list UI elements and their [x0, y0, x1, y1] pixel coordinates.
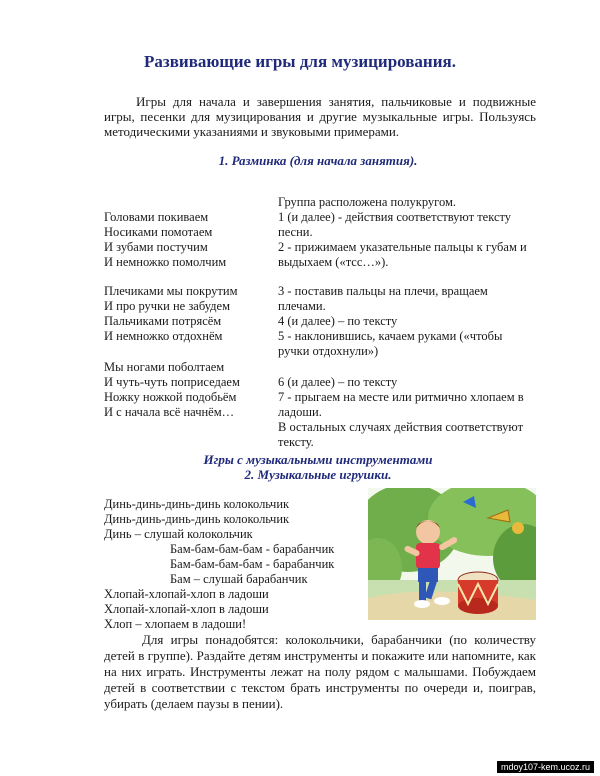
verse-line: Мы ногами поболтаем — [104, 360, 225, 374]
verse-line: Головами покиваем — [104, 210, 209, 224]
song-line: Хлоп – хлопаем в ладоши! — [104, 617, 247, 631]
intro-paragraph: Игры для начала и завершения занятия, пальчиковые и подвижные игры, песенки для музицирования и другие музыкальные игры. Пользуясь методическими указаниями и звуковыми примерами. — [104, 94, 536, 139]
site-watermark: mdoy107-kem.ucoz.ru — [497, 761, 594, 773]
instruction-line: ладоши. — [278, 405, 322, 419]
section2-heading-a: Игры с музыкальными инструментами — [203, 452, 433, 467]
verse-line: И немножко отдохнём — [104, 329, 223, 343]
verse-line: И немножко помолчим — [104, 255, 227, 269]
verse-line: И зубами постучим — [104, 240, 208, 254]
page-title: Развивающие игры для музицирования. — [144, 52, 456, 71]
verse-line: И с начала всё начнём… — [104, 405, 235, 419]
child-drum-illustration — [368, 488, 536, 620]
instruction-line: 2 - прижимаем указательные пальцы к губам и — [278, 240, 527, 254]
verse-line: Плечиками мы покрутим — [104, 284, 238, 298]
instruction-line: выдыхаем («тсс…»). — [278, 255, 389, 269]
verse-line: И чуть-чуть поприседаем — [104, 375, 240, 389]
instruction-line: 6 (и далее) – по тексту — [278, 375, 398, 389]
verse-line: Пальчиками потрясём — [104, 314, 222, 328]
outro-paragraph: Для игры понадобятся: колокольчики, барабанчики (по количеству детей в группе). Раздайте детям инструменты и покажите или напомните, как на них играть. Инструменты лежат на полу рядом с малышами. Побуждаем детей в соответствии с текстом брать инструменты по очереди и, поиграв, убирать (делаем паузы в пении). — [104, 632, 536, 711]
note-top: Группа расположена полукругом. — [278, 195, 457, 209]
song-line: Динь – слушай колокольчик — [104, 527, 253, 541]
song-line: Хлопай-хлопай-хлоп в ладоши — [104, 587, 269, 601]
song-line: Бам – слушай барабанчик — [170, 572, 308, 586]
section2-heading-b: 2. Музыкальные игрушки. — [244, 467, 392, 482]
instruction-line: В остальных случаях действия соответствуют — [278, 420, 524, 434]
instruction-line: 4 (и далее) – по тексту — [278, 314, 398, 328]
instruction-line: песни. — [278, 225, 313, 239]
instruction-line: ручки отдохнули») — [278, 344, 379, 358]
instruction-line: 5 - наклонившись, качаем руками («чтобы — [278, 329, 503, 343]
section1-heading: 1. Разминка (для начала занятия). — [218, 153, 418, 168]
verse-line: Носиками помотаем — [104, 225, 213, 239]
instruction-line: 7 - прыгаем на месте или ритмично хлопаем в — [278, 390, 524, 404]
song-line: Бам-бам-бам-бам - барабанчик — [170, 557, 335, 571]
verse-line: Ножку ножкой подобьём — [104, 390, 237, 404]
instruction-line: плечами. — [278, 299, 326, 313]
instruction-line: 3 - поставив пальцы на плечи, вращаем — [278, 284, 488, 298]
verse-line: И про ручки не забудем — [104, 299, 230, 313]
instruction-line: 1 (и далее) - действия соответствуют тексту — [278, 210, 512, 224]
song-line: Динь-динь-динь-динь колокольчик — [104, 497, 290, 511]
song-line: Динь-динь-динь-динь колокольчик — [104, 512, 290, 526]
song-line: Хлопай-хлопай-хлоп в ладоши — [104, 602, 269, 616]
instruction-line: тексту. — [278, 435, 314, 449]
song-line: Бам-бам-бам-бам - барабанчик — [170, 542, 335, 556]
